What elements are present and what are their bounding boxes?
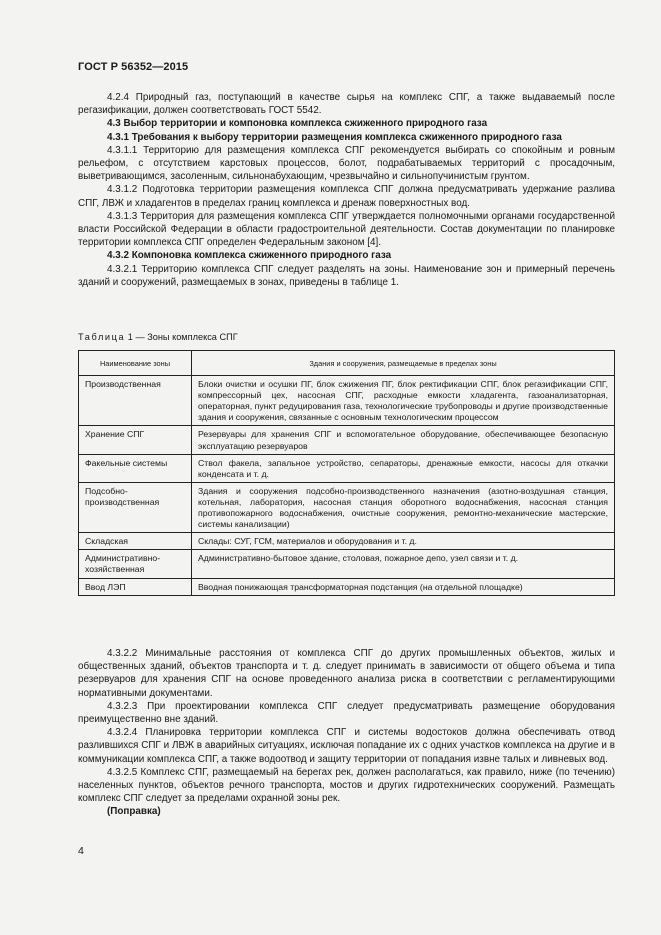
table-row [79, 578, 615, 595]
page-number: 4 [78, 845, 84, 857]
document-header: ГОСТ Р 56352—2015 [78, 61, 189, 73]
zone-buildings-cell: Резервуары для хранения СПГ и вспомогательное оборудование, обеспечивающее безопасную эксплуатацию резервуаров [192, 426, 615, 454]
table-row [79, 482, 615, 532]
paragraph: 4.3.2 Компоновка комплекса сжиженного природного газа [107, 250, 392, 262]
paragraph: 4.3.1.1 Территорию для размещения комплекса СПГ рекомендуется выбирать со спокойным и ровным рельефом, с отсутствием карстовых процессов, болот, подрабатываемых территорий с просадочным, выветривающимся, засоленным, сильнонабухающим, чрезвычайно и сильнопучинистым грунтом. [78, 144, 615, 183]
zone-name-cell: Ввод ЛЭП [79, 578, 192, 595]
zone-buildings-cell: Блоки очистки и осушки ПГ, блок сжижения ПГ, блок ректификации СПГ, блок регазификации СПГ, компрессорный цех, насосная СПГ, расходные емкости хладагента, газоанализаторная, операторная, пункт редуцирования газа, технологические трубопроводы и другие производственные здания и сооружения, связанные с основным технологическим процессом [192, 376, 615, 426]
table-header-buildings: Здания и сооружения, размещаемые в пределах зоны [192, 351, 615, 376]
zones-table [78, 350, 615, 596]
paragraph: 4.3 Выбор территории и компоновка комплекса сжиженного природного газа [107, 118, 488, 130]
paragraph: 4.3.2.5 Комплекс СПГ, размещаемый на берегах рек, должен располагаться, как правило, ниже (по течению) населенных пунктов, объектов речного транспорта, мостов и других гидротехнических сооружений. Размещать комплекс СПГ следует за пределами охранной зоны рек. [78, 766, 615, 805]
paragraph: 4.3.1.3 Территория для размещения комплекса СПГ утверждается полномочными органами государственной власти Российской Федерации в области градостроительной деятельности. Состав документации по планировке территории комплекса СПГ определен Федеральным законом [4]. [78, 210, 615, 249]
zone-buildings-cell: Ствол факела, запальное устройство, сепараторы, дренажные емкости, насосы для откачки конденсата и т. д. [192, 454, 615, 482]
table-row [79, 533, 615, 550]
paragraph: (Поправка) [107, 806, 161, 818]
table-row [79, 426, 615, 454]
paragraph: 4.3.2.3 При проектировании комплекса СПГ следует предусматривать размещение оборудования преимущественно вне зданий. [78, 700, 615, 726]
table-row [79, 376, 615, 426]
zone-buildings-cell: Здания и сооружения подсобно-производственного назначения (азотно-воздушная станция, котельная, лаборатория, насосная станция оборотного водоснабжения, насосная станция противопожарного водоснабжения, очистные сооружения, ремонтно-механические мастерские, системы канализации) [192, 482, 615, 532]
zone-name-cell: Факельные системы [79, 454, 192, 482]
table-row [79, 550, 615, 578]
paragraph: 4.3.1 Требования к выбору территории размещения комплекса сжиженного природного газа [107, 131, 562, 143]
paragraph: 4.3.2.2 Минимальные расстояния от комплекса СПГ до других промышленных объектов, жилых и общественных зданий, объектов транспорта и т. д. следует принимать в зависимости от общего объема и типа резервуаров для хранения СПГ на основе проведенного анализа риска в соответствии с регламентирующими нормативными документами. [78, 648, 615, 699]
zone-name-cell: Складская [79, 533, 192, 550]
paragraph: 4.3.2.1 Территорию комплекса СПГ следует разделять на зоны. Наименование зон и примерный перечень зданий и сооружений, размещаемых в зонах, приведены в таблице 1. [78, 263, 615, 288]
table-caption-label: Таблица [78, 332, 126, 342]
zone-buildings-cell: Вводная понижающая трансформаторная подстанция (на отдельной площадке) [192, 578, 615, 595]
paragraph: 4.2.4 Природный газ, поступающий в качестве сырья на комплекс СПГ, а также выдаваемый после регазификации, должен соответствовать ГОСТ 5542. [78, 92, 615, 117]
section-text-top [78, 91, 615, 289]
zone-buildings-cell: Склады: СУГ, ГСМ, материалов и оборудования и т. д. [192, 533, 615, 550]
table-caption-title: 1 — Зоны комплекса СПГ [125, 332, 238, 342]
table-header-row [79, 351, 615, 376]
table-header-zone: Наименование зоны [79, 351, 192, 376]
table-row [79, 454, 615, 482]
zone-name-cell: Подсобно-производственная [79, 482, 192, 532]
section-text-bottom [78, 647, 615, 819]
table-caption [78, 332, 238, 342]
zone-buildings-cell: Административно-бытовое здание, столовая, пожарное депо, узел связи и т. д. [192, 550, 615, 578]
zone-name-cell: Хранение СПГ [79, 426, 192, 454]
paragraph: 4.3.1.2 Подготовка территории размещения комплекса СПГ должна предусматривать удержание разлива СПГ, ЛВЖ и хладагентов в пределах границ комплекса и дренаж поверхностных вод. [78, 184, 615, 209]
paragraph: 4.3.2.4 Планировка территории комплекса СПГ и системы водостоков должна обеспечивать отвод разлившихся СПГ и ЛВЖ в аварийных ситуациях, исключая попадание их с одних участков комплекса на другие и в коммуникации комплекса СПГ, а также водоотвод и защиту территории от попадания извне талых и ливневых вод. [78, 727, 615, 765]
zone-name-cell: Административно-хозяйственная [79, 550, 192, 578]
zone-name-cell: Производственная [79, 376, 192, 426]
